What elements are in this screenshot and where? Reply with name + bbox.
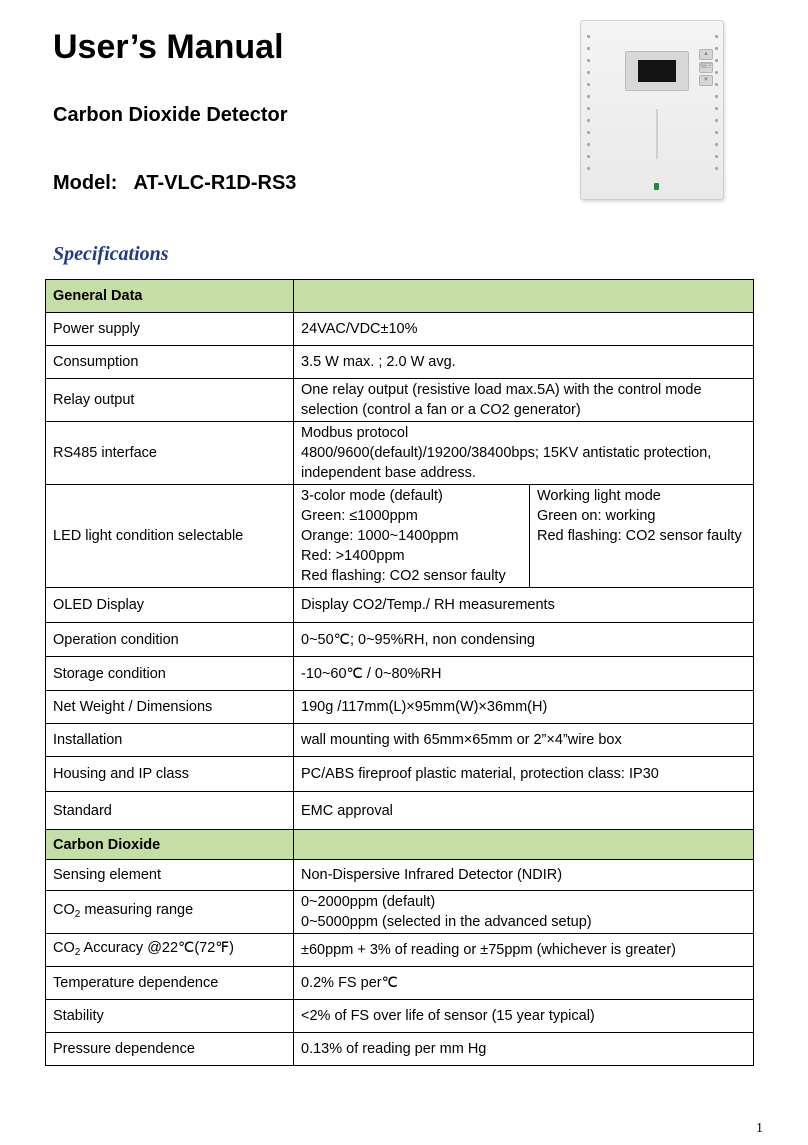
row-label: Consumption bbox=[46, 346, 294, 379]
row-value-line: 4800/9600(default)/19200/38400bps; 15KV antistatic protection, bbox=[301, 445, 712, 461]
row-value bbox=[294, 422, 754, 485]
device-up-button-icon: ▲ bbox=[699, 49, 713, 60]
table-row bbox=[46, 657, 754, 691]
section-title: Carbon Dioxide bbox=[46, 830, 294, 860]
device-set-button-icon: SET bbox=[699, 62, 713, 73]
row-value: 0~50℃; 0~95%RH, non condensing bbox=[294, 623, 754, 657]
row-label bbox=[46, 891, 294, 934]
row-value bbox=[294, 891, 754, 934]
device-vent-icon bbox=[587, 119, 590, 122]
row-label: Power supply bbox=[46, 313, 294, 346]
section-title: General Data bbox=[46, 280, 294, 313]
table-row bbox=[46, 792, 754, 830]
table-row bbox=[46, 313, 754, 346]
led-line: Green on: working bbox=[537, 508, 656, 524]
table-row bbox=[46, 588, 754, 623]
device-illustration bbox=[576, 20, 724, 200]
row-value-line: Modbus protocol bbox=[301, 425, 409, 441]
table-row-led bbox=[46, 485, 754, 588]
row-label: RS485 interface bbox=[46, 422, 294, 485]
section-row-general bbox=[46, 280, 754, 313]
row-label: OLED Display bbox=[46, 588, 294, 623]
device-vent-icon bbox=[715, 143, 718, 146]
section-empty-cell bbox=[294, 280, 754, 313]
row-value: Non-Dispersive Infrared Detector (NDIR) bbox=[294, 860, 754, 891]
device-vent-icon bbox=[715, 131, 718, 134]
row-value: 190g /117mm(L)×95mm(W)×36mm(H) bbox=[294, 691, 754, 724]
row-value: EMC approval bbox=[294, 792, 754, 830]
table-row bbox=[46, 346, 754, 379]
device-vent-icon bbox=[715, 35, 718, 38]
manual-title: User’s Manual bbox=[53, 28, 284, 66]
device-vent-icon bbox=[715, 71, 718, 74]
row-value-line: 0~2000ppm (default) bbox=[301, 894, 436, 910]
row-value: 0.2% FS per℃ bbox=[294, 967, 754, 1000]
row-label: Sensing element bbox=[46, 860, 294, 891]
row-value: 24VAC/VDC±10% bbox=[294, 313, 754, 346]
led-line: Red flashing: CO2 sensor faulty bbox=[301, 568, 506, 584]
led-split-cell bbox=[294, 485, 753, 587]
led-line: Orange: 1000~1400ppm bbox=[301, 528, 459, 544]
row-label bbox=[46, 934, 294, 967]
row-label: Installation bbox=[46, 724, 294, 757]
device-vent-icon bbox=[715, 119, 718, 122]
row-label-part: Accuracy @22℃(72℉) bbox=[80, 939, 234, 956]
table-row bbox=[46, 891, 754, 934]
device-vent-icon bbox=[715, 95, 718, 98]
model-label: Model: bbox=[53, 172, 118, 194]
row-label: Storage condition bbox=[46, 657, 294, 691]
table-row bbox=[46, 757, 754, 792]
section-row-carbon-dioxide bbox=[46, 830, 754, 860]
device-status-led-icon bbox=[654, 183, 659, 190]
table-row bbox=[46, 724, 754, 757]
row-label: Relay output bbox=[46, 379, 294, 422]
device-oled-screen bbox=[638, 60, 676, 82]
device-vent-icon bbox=[587, 83, 590, 86]
led-line: 3-color mode (default) bbox=[301, 488, 443, 504]
row-label: Operation condition bbox=[46, 623, 294, 657]
row-label-part: measuring range bbox=[80, 901, 194, 918]
device-vent-icon bbox=[587, 59, 590, 62]
row-value-line: selection (control a fan or a CO2 generator) bbox=[301, 402, 581, 418]
row-value-line: 0~5000ppm (selected in the advanced setup) bbox=[301, 914, 592, 930]
product-subtitle: Carbon Dioxide Detector bbox=[53, 104, 288, 126]
table-row bbox=[46, 691, 754, 724]
table-row bbox=[46, 967, 754, 1000]
led-working-light-mode bbox=[530, 485, 753, 587]
device-vent-icon bbox=[587, 155, 590, 158]
device-down-button-icon: ▼ bbox=[699, 75, 713, 86]
table-row bbox=[46, 1033, 754, 1066]
row-value: ±60ppm + 3% of reading or ±75ppm (whichever is greater) bbox=[294, 934, 754, 967]
device-vent-icon bbox=[587, 95, 590, 98]
device-vent-icon bbox=[587, 107, 590, 110]
device-vent-icon bbox=[715, 83, 718, 86]
row-value bbox=[294, 379, 754, 422]
device-vent-icon bbox=[715, 59, 718, 62]
row-label-part: CO bbox=[53, 939, 75, 956]
row-label: Temperature dependence bbox=[46, 967, 294, 1000]
device-vent-icon bbox=[587, 47, 590, 50]
device-vent-icon bbox=[587, 131, 590, 134]
row-label-part: CO bbox=[53, 901, 75, 918]
row-label: Housing and IP class bbox=[46, 757, 294, 792]
table-row bbox=[46, 860, 754, 891]
specifications-heading: Specifications bbox=[53, 243, 169, 265]
model-line bbox=[53, 172, 296, 195]
specifications-table bbox=[45, 279, 754, 1066]
row-label: Standard bbox=[46, 792, 294, 830]
row-label: LED light condition selectable bbox=[46, 485, 294, 588]
row-value: <2% of FS over life of sensor (15 year typical) bbox=[294, 1000, 754, 1033]
table-row bbox=[46, 1000, 754, 1033]
led-line: Red flashing: CO2 sensor faulty bbox=[537, 528, 742, 544]
table-row bbox=[46, 934, 754, 967]
led-line: Red: >1400ppm bbox=[301, 548, 405, 564]
row-value: PC/ABS fireproof plastic material, protection class: IP30 bbox=[294, 757, 754, 792]
row-value: -10~60℃ / 0~80%RH bbox=[294, 657, 754, 691]
led-line: Working light mode bbox=[537, 488, 661, 504]
page-number: 1 bbox=[756, 1121, 763, 1136]
device-vent-icon bbox=[715, 155, 718, 158]
device-vent-icon bbox=[715, 167, 718, 170]
device-housing bbox=[580, 20, 724, 200]
device-vent-icon bbox=[587, 143, 590, 146]
table-row bbox=[46, 422, 754, 485]
device-display-frame bbox=[625, 51, 689, 91]
row-value bbox=[294, 485, 754, 588]
row-label: Pressure dependence bbox=[46, 1033, 294, 1066]
section-empty-cell bbox=[294, 830, 754, 860]
row-value-line: One relay output (resistive load max.5A) with the control mode bbox=[301, 382, 702, 398]
table-row bbox=[46, 379, 754, 422]
row-label-subscript: 2 bbox=[74, 908, 81, 920]
device-vent-icon bbox=[587, 35, 590, 38]
model-value: AT-VLC-R1D-RS3 bbox=[133, 172, 297, 194]
row-label: Net Weight / Dimensions bbox=[46, 691, 294, 724]
row-value: 0.13% of reading per mm Hg bbox=[294, 1033, 754, 1066]
led-line: Green: ≤1000ppm bbox=[301, 508, 418, 524]
row-value-line: independent base address. bbox=[301, 465, 476, 481]
row-label: Stability bbox=[46, 1000, 294, 1033]
device-vent-icon bbox=[715, 47, 718, 50]
device-slot bbox=[656, 109, 658, 159]
row-value: 3.5 W max. ; 2.0 W avg. bbox=[294, 346, 754, 379]
device-vent-icon bbox=[587, 167, 590, 170]
row-value: Display CO2/Temp./ RH measurements bbox=[294, 588, 754, 623]
device-vent-icon bbox=[715, 107, 718, 110]
table-row bbox=[46, 623, 754, 657]
row-label-subscript: 2 bbox=[74, 946, 81, 958]
device-vent-icon bbox=[587, 71, 590, 74]
led-three-color-mode bbox=[294, 485, 530, 587]
row-value: wall mounting with 65mm×65mm or 2”×4”wire box bbox=[294, 724, 754, 757]
